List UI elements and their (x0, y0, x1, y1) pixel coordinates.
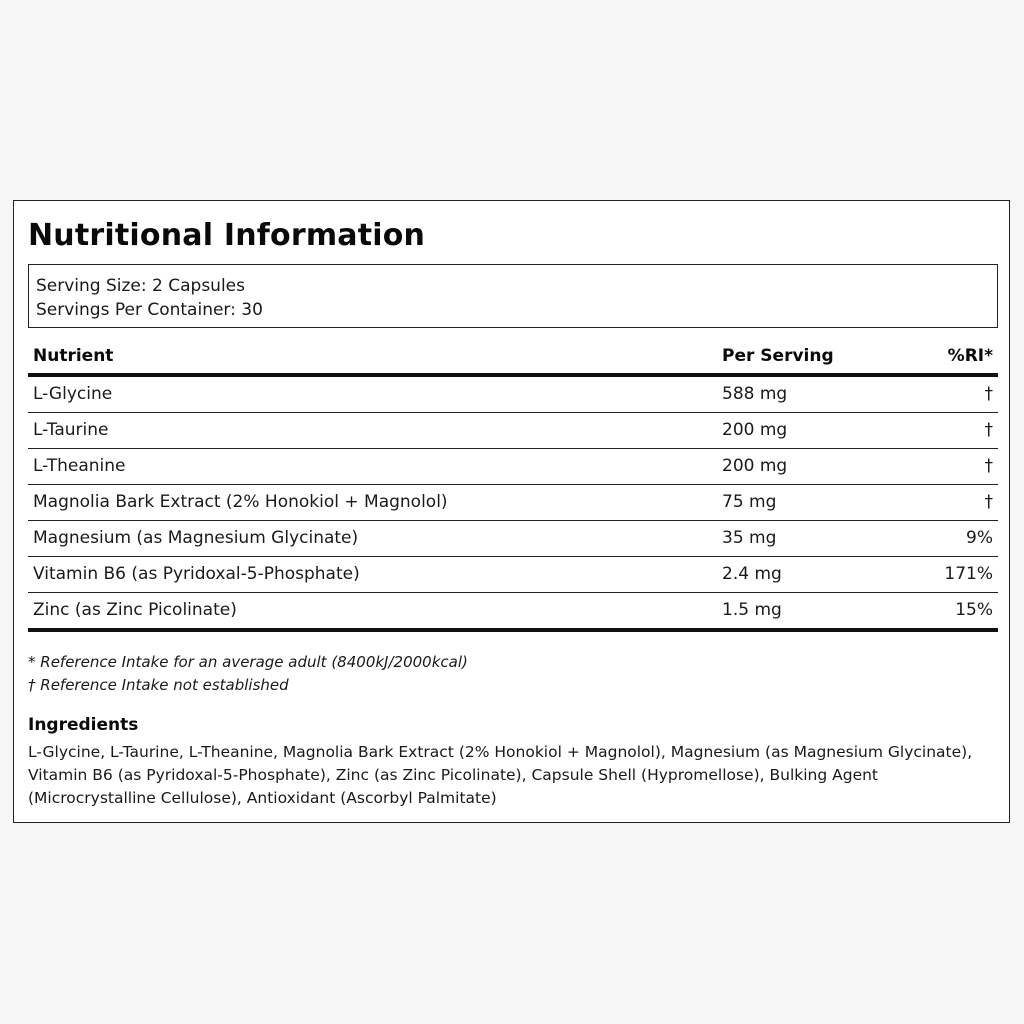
header-ri: %RI* (947, 346, 993, 366)
nutrient-ri: † (984, 492, 993, 512)
ingredients-text: L-Glycine, L-Taurine, L-Theanine, Magnolia Bark Extract (2% Honokiol + Magnolol), Magnesium (as Magnesium Glycinate), Vitamin B6 (as Pyridoxal-5-Phosphate), Zinc (as Zinc Picolinate), Capsule Shell (Hypromellose), Bulking Agent (Microcrystalline Cellulose), Antioxidant (Ascorbyl Palmitate) (28, 743, 973, 807)
nutrient-name: Zinc (as Zinc Picolinate) (33, 600, 237, 620)
ingredients-heading: Ingredients (28, 715, 139, 735)
nutrient-ri: 15% (955, 600, 993, 620)
footnote-not-established: † Reference Intake not established (28, 676, 289, 694)
nutrient-name: L-Theanine (33, 456, 126, 476)
label-title: Nutritional Information (28, 218, 426, 253)
header-nutrient: Nutrient (33, 346, 114, 366)
nutrient-amount: 35 mg (722, 528, 777, 548)
nutrient-amount: 200 mg (722, 456, 788, 476)
table-row (28, 449, 998, 485)
nutrient-ri: 171% (944, 564, 993, 584)
nutrient-name: Magnolia Bark Extract (2% Honokiol + Magnolol) (33, 492, 448, 512)
footnotes (28, 651, 468, 697)
nutrient-amount: 200 mg (722, 420, 788, 440)
table-row (28, 521, 998, 557)
nutrient-name: L-Glycine (33, 384, 113, 404)
table-row (28, 413, 998, 449)
table-row (28, 485, 998, 521)
nutrient-ri: † (984, 420, 993, 440)
serving-size: Serving Size: 2 Capsules (36, 276, 245, 296)
table-row (28, 557, 998, 593)
servings-per-container: Servings Per Container: 30 (36, 300, 263, 320)
nutrient-name: L-Taurine (33, 420, 109, 440)
footnote-reference-intake: * Reference Intake for an average adult (8400kJ/2000kcal) (28, 653, 468, 671)
nutrient-amount: 1.5 mg (722, 600, 782, 620)
nutrition-label-panel (13, 200, 1010, 823)
nutrient-amount: 2.4 mg (722, 564, 782, 584)
nutrient-ri: † (984, 384, 993, 404)
nutrient-ri: 9% (966, 528, 993, 548)
table-header-row (28, 339, 998, 377)
nutrient-name: Magnesium (as Magnesium Glycinate) (33, 528, 359, 548)
table-row (28, 377, 998, 413)
header-per-serving: Per Serving (722, 346, 834, 366)
nutrient-ri: † (984, 456, 993, 476)
nutrient-name: Vitamin B6 (as Pyridoxal-5-Phosphate) (33, 564, 360, 584)
nutrient-amount: 588 mg (722, 384, 788, 404)
table-row (28, 593, 998, 632)
nutrient-amount: 75 mg (722, 492, 777, 512)
serving-info-box (28, 264, 998, 328)
nutrient-table (28, 339, 998, 632)
